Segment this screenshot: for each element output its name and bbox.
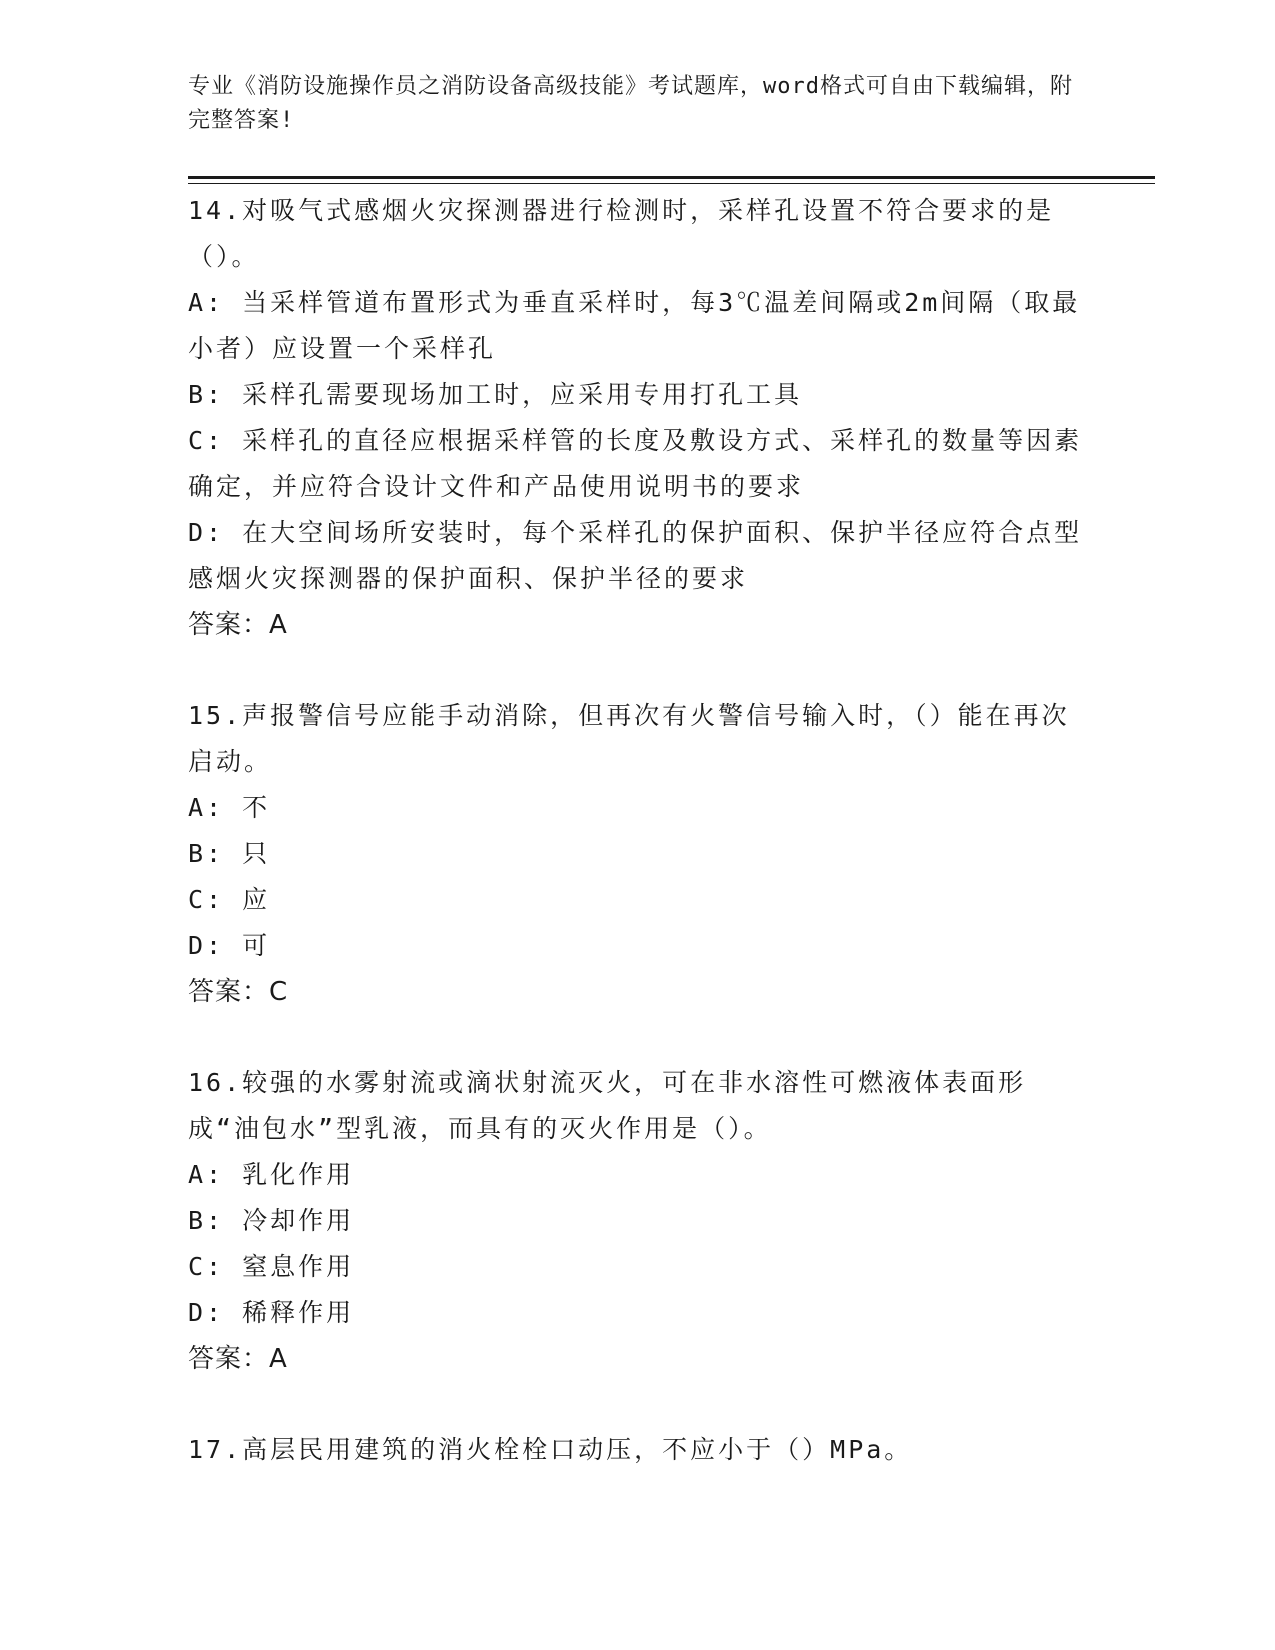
header-divider-thick	[188, 176, 1155, 179]
option-b: B: 采样孔需要现场加工时，应采用专用打孔工具	[188, 380, 803, 409]
question-list	[188, 188, 1088, 1518]
option-c: C: 应	[188, 885, 271, 914]
option-c: C: 采样孔的直径应根据采样管的长度及敷设方式、采样孔的数量等因素确定，并应符合设计文件和产品使用说明书的要求	[188, 426, 1083, 501]
option-d: D: 可	[188, 931, 271, 960]
document-header: 专业《消防设施操作员之消防设备高级技能》考试题库，word格式可自由下载编辑，附完整答案!	[188, 74, 1073, 133]
answer-label: 答案：A	[188, 1344, 288, 1374]
question-15	[188, 693, 1088, 1015]
option-b: B: 只	[188, 839, 271, 868]
option-a: A: 乳化作用	[188, 1160, 355, 1189]
question-stem: 16.较强的水雾射流或滴状射流灭火，可在非水溶性可燃液体表面形成“油包水”型乳液，而具有的灭火作用是（）。	[188, 1068, 1027, 1143]
question-stem: 17.高层民用建筑的消火栓栓口动压，不应小于（）MPa。	[188, 1435, 913, 1464]
question-17	[188, 1427, 1088, 1473]
option-c: C: 窒息作用	[188, 1252, 355, 1281]
question-14	[188, 188, 1088, 648]
option-d: D: 在大空间场所安装时，每个采样孔的保护面积、保护半径应符合点型感烟火灾探测器的保护面积、保护半径的要求	[188, 518, 1083, 593]
option-b: B: 冷却作用	[188, 1206, 355, 1235]
question-16	[188, 1060, 1088, 1382]
header-divider-thin	[188, 183, 1155, 184]
question-stem: 14.对吸气式感烟火灾探测器进行检测时，采样孔设置不符合要求的是（）。	[188, 196, 1055, 271]
answer-label: 答案：C	[188, 977, 289, 1007]
option-a: A: 不	[188, 793, 271, 822]
question-stem: 15.声报警信号应能手动消除，但再次有火警信号输入时，（）能在再次启动。	[188, 701, 1070, 776]
option-a: A: 当采样管道布置形式为垂直采样时，每3℃温差间隔或2m间隔（取最小者）应设置一个采样孔	[188, 288, 1081, 363]
answer-label: 答案：A	[188, 610, 288, 640]
option-d: D: 稀释作用	[188, 1298, 355, 1327]
